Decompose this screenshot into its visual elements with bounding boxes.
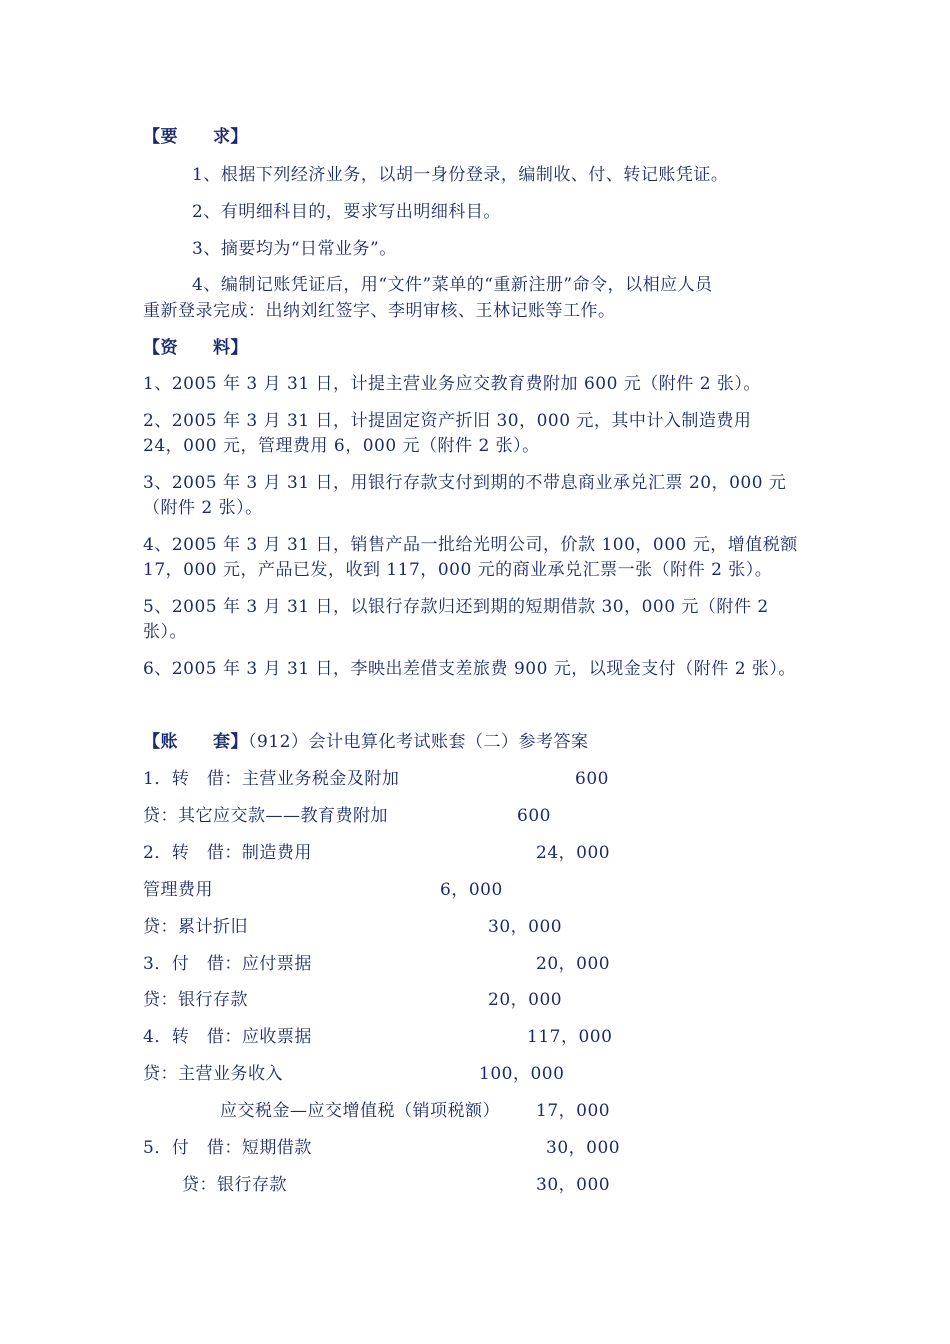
entry-amount: 30，000	[488, 917, 563, 937]
entry-amount: 600	[517, 806, 551, 826]
requirements-header: 【要 求】	[143, 127, 248, 147]
entry-amount: 117，000	[527, 1027, 613, 1047]
materials-header: 【资 料】	[143, 338, 248, 358]
material-line-3: 3、2005 年 3 月 31 日，用银行存款支付到期的不带息商业承兑汇票 20，000 元	[143, 473, 787, 493]
material-line-1: 1、2005 年 3 月 31 日，计提主营业务应交教育费附加 600 元（附件 2 张）。	[143, 374, 761, 394]
entry-amount: 17，000	[536, 1101, 611, 1121]
entry-amount: 30，000	[536, 1175, 611, 1195]
material-line-3-cont: （附件 2 张）。	[143, 498, 263, 518]
entry-amount: 6，000	[440, 880, 503, 900]
material-line-2: 2、2005 年 3 月 31 日，计提固定资产折旧 30，000 元，其中计入制造费用	[143, 411, 752, 431]
requirement-item-3: 3、摘要均为“日常业务”。	[192, 239, 397, 259]
entry-label: 2．转 借：制造费用	[143, 843, 312, 863]
entry-label: 贷：银行存款	[182, 1175, 287, 1195]
requirement-item-2: 2、有明细科目的，要求写出明细科目。	[192, 202, 501, 222]
entry-amount: 24，000	[536, 843, 611, 863]
entry-label: 应交税金—应交增值税（销项税额）	[220, 1101, 500, 1121]
entry-amount: 100，000	[479, 1064, 565, 1084]
entry-label: 管理费用	[143, 880, 213, 900]
entry-amount: 600	[575, 769, 609, 789]
entry-amount: 30，000	[546, 1138, 621, 1158]
material-line-4: 4、2005 年 3 月 31 日，销售产品一批给光明公司，价款 100，000 元，增值税额	[143, 535, 798, 555]
entry-label: 1．转 借：主营业务税金及附加	[143, 769, 400, 789]
requirement-item-4: 4、编制记账凭证后，用“文件”菜单的“重新注册”命令，以相应人员	[192, 275, 713, 295]
entry-amount: 20，000	[536, 954, 611, 974]
entry-amount: 20，000	[488, 990, 563, 1010]
answers-header	[143, 730, 588, 754]
requirement-item-1: 1、根据下列经济业务，以胡一身份登录，编制收、付、转记账凭证。	[192, 165, 729, 185]
entry-label: 5．付 借：短期借款	[143, 1138, 312, 1158]
answers-header-title: （912）会计电算化考试账套（二）参考答案	[248, 732, 589, 752]
material-line-5-cont: 张）。	[143, 622, 187, 642]
entry-label: 贷：累计折旧	[143, 917, 248, 937]
requirement-item-4-cont: 重新登录完成：出纳刘红签字、李明审核、王林记账等工作。	[143, 301, 616, 321]
entry-label: 贷：其它应交款——教育费附加	[143, 806, 388, 826]
material-line-4-cont: 17，000 元，产品已发，收到 117，000 元的商业承兑汇票一张（附件 2 张）。	[143, 560, 773, 580]
entry-label: 4．转 借：应收票据	[143, 1027, 312, 1047]
entry-label: 贷：银行存款	[143, 990, 248, 1010]
entry-label: 贷：主营业务收入	[143, 1064, 283, 1084]
material-line-5: 5、2005 年 3 月 31 日，以银行存款归还到期的短期借款 30，000 元（附件 2	[143, 597, 769, 617]
material-line-6: 6、2005 年 3 月 31 日，李映出差借支差旅费 900 元，以现金支付（附件 2 张）。	[143, 659, 796, 679]
entry-label: 3．付 借：应付票据	[143, 954, 312, 974]
material-line-2-cont: 24，000 元，管理费用 6，000 元（附件 2 张）。	[143, 436, 540, 456]
answers-header-bold: 【账 套】	[143, 732, 248, 752]
